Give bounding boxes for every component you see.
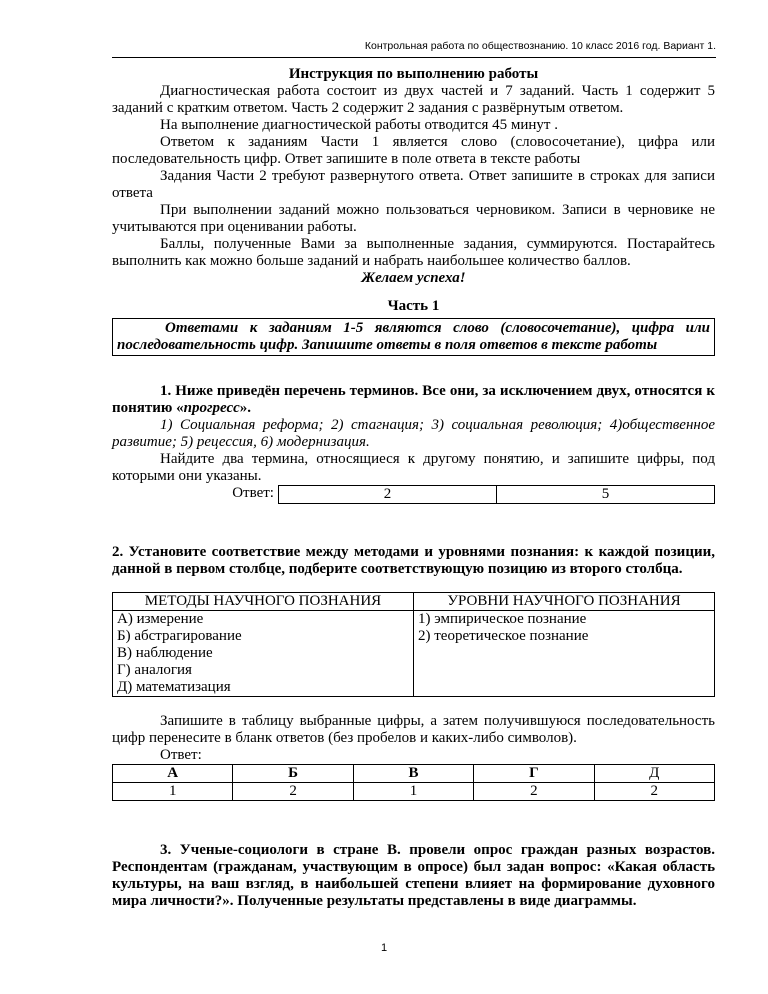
q2-answer-label: Ответ: (160, 747, 202, 763)
q2-text: 2. Установите соответствие между методами и уровнями познания: к каждой позиции, данной в первом столбце, подберите соответствующую позицию из второго столбца. (112, 544, 715, 577)
q3-text: 3. Ученые-социологи в стране В. провели опрос граждан разных возрастов. Респондентам (гражданам, участвующим в опросе) был задан вопрос: «Какая область культуры, на ваш взгляд, в наибольшей степени влияет на формирование духовного мира личности?». Полученные результаты представлены в виде диаграммы. (112, 842, 715, 909)
instructions-p6: Баллы, полученные Вами за выполненные задания, суммируются. Постарайтесь выполнить как можно больше заданий и набрать наибольшее количество баллов. (112, 236, 715, 269)
instructions-p4: Задания Части 2 требуют развернутого ответа. Ответ запишите в строках для записи ответа (112, 168, 715, 201)
part1-title: Часть 1 (387, 298, 440, 314)
q2-match-table (112, 592, 715, 697)
q2-level: 1) эмпирическое познание (418, 611, 587, 627)
q1-term: прогресс (183, 400, 240, 416)
q2-answer-table (112, 764, 715, 801)
q2-letter: Д (594, 765, 714, 783)
q2-col2 (414, 611, 715, 697)
page-header: Контрольная работа по обществознанию. 10 класс 2016 год. Вариант 1. (364, 40, 716, 52)
q2-digit-cell[interactable]: 2 (474, 783, 594, 801)
q2-letter: Г (474, 765, 594, 783)
q1-answer-table (278, 485, 715, 504)
part1-instruction-box (112, 318, 715, 356)
q2-digit-cell[interactable]: 2 (594, 783, 714, 801)
q2-method: Г) аналогия (117, 662, 192, 678)
q2-col1 (113, 611, 414, 697)
header-rule (112, 57, 716, 58)
instructions-p5: При выполнении заданий можно пользоваться черновиком. Записи в черновике не учитываются при оценивании работы. (112, 202, 715, 235)
q1-answer-cell[interactable]: 2 (278, 486, 496, 504)
instructions-p1: Диагностическая работа состоит из двух частей и 7 заданий. Часть 1 содержит 5 заданий с кратким ответом. Часть 2 содержит 2 задания с развёрнутым ответом. (112, 83, 715, 116)
q1-text-a: 1. Ниже приведён перечень терминов. Все они, за исключением двух, относятся к понятию « (112, 383, 715, 416)
q1-answer-label: Ответ: (232, 485, 274, 501)
q2-method: Д) математизация (117, 679, 231, 695)
document-body (112, 66, 715, 910)
wish-text: Желаем успеха! (361, 270, 466, 286)
instructions-title: Инструкция по выполнению работы (288, 66, 539, 82)
q2-digit-cell[interactable]: 1 (353, 783, 473, 801)
q2-method: В) наблюдение (117, 645, 213, 661)
q2-digit-cell[interactable]: 1 (113, 783, 233, 801)
q2-level: 2) теоретическое познание (418, 628, 589, 644)
q2-col1-header: МЕТОДЫ НАУЧНОГО ПОЗНАНИЯ (113, 593, 414, 611)
q2-letter: В (353, 765, 473, 783)
q1-answer-cell[interactable]: 5 (496, 486, 714, 504)
q2-method: А) измерение (117, 611, 204, 627)
page-number: 1 (380, 942, 388, 954)
q2-method: Б) абстрагирование (117, 628, 242, 644)
instructions-p2: На выполнение диагностической работы отводится 45 минут . (160, 117, 558, 133)
instructions-p3: Ответом к заданиям Части 1 является слово (словосочетание), цифра или последовательность цифр. Ответ запишите в поле ответа в тексте работы (112, 134, 715, 167)
q1-text-b: ». (239, 400, 252, 416)
q2-col2-header: УРОВНИ НАУЧНОГО ПОЗНАНИЯ (414, 593, 715, 611)
q2-instruction: Запишите в таблицу выбранные цифры, а затем получившуюся последовательность цифр перенесите в бланк ответов (без пробелов и каких-либо символов). (112, 713, 715, 746)
part1-instruction: Ответами к заданиям 1-5 являются слово (словосочетание), цифра или последовательность цифр. Запишите ответы в поля ответов в тексте работы (117, 320, 710, 353)
q1-items: 1) Социальная реформа; 2) стагнация; 3) социальная революция; 4)общественное развитие; 5) рецессия, 6) модернизация. (112, 417, 715, 450)
q1-task: Найдите два термина, относящиеся к другому понятию, и запишите цифры, под которыми они указаны. (112, 451, 715, 484)
q2-digit-cell[interactable]: 2 (233, 783, 353, 801)
q1-text (112, 383, 715, 417)
q1-answer-row (112, 485, 715, 504)
q2-letter: Б (233, 765, 353, 783)
q2-letter: А (113, 765, 233, 783)
